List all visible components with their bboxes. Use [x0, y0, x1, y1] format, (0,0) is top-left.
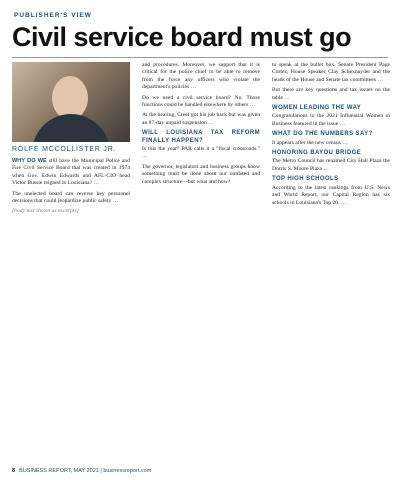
col2-paragraph-1: and procedures. Moreover, we support that it is critical for the police chief to be able to remove from the force any officers who violate the department's policies … — [142, 62, 260, 91]
col3-paragraph-2: But there are key questions and tax issues on the table … — [272, 87, 390, 101]
footer — [12, 468, 151, 474]
col2-subhead-1: WILL LOUISIANA TAX REFORM FINALLY HAPPEN? — [142, 130, 260, 144]
author-photo — [12, 62, 130, 142]
col2-paragraph-3: At the hearing, Creel got his job back but was given an 87-day unpaid suspension … — [142, 112, 260, 126]
column-1 — [12, 158, 130, 219]
excerpt-note: [body text shown as excerpts] — [12, 208, 79, 215]
col3-paragraph-1: to speak at the bullet box. Senate President Page Cortez, House Speaker Clay Schexnayder and the heads of the House and Senate tax committees … — [272, 62, 390, 83]
author-caption: ROLFE MCCOLLISTER JR. — [12, 146, 117, 153]
col3-subhead-3: HONORING BAYOU BRIDGE — [272, 150, 362, 157]
col1-paragraph-1 — [12, 158, 130, 188]
col3-subhead-1: WOMEN LEADING THE WAY — [272, 105, 362, 112]
column-2 — [142, 62, 260, 189]
col3-paragraph-5: The Metro Council has renamed City Hall Plaza the Dorris S. Moore Plaza … — [272, 158, 390, 172]
col2-paragraph-5: The governor, legislators and business groups know something must be done about our outdated and complex structure—but what and how? — [142, 163, 260, 185]
kicker: PUBLISHER'S VIEW — [14, 12, 92, 19]
col1-lead: WHY DO WE — [12, 158, 47, 164]
col3-paragraph-4: It appears after the new census … — [272, 139, 348, 146]
column-3 — [272, 62, 390, 210]
col2-paragraph-2: Do we need a civil service board? No. Those functions could be handled elsewhere by others … — [142, 94, 260, 109]
page-title: Civil service board must go — [12, 22, 352, 52]
publication-line: BUSINESS REPORT, MAY 2021 | businessreport.com — [19, 468, 152, 474]
col2-paragraph-4: Is this the year? PAR calls it a "fiscal crossroads." … — [142, 146, 260, 160]
col3-paragraph-3: Congratulations to the 2021 Influential Women in Business featured in the issue … — [272, 113, 390, 127]
col1-paragraph-2: The unelected board can reverse key personnel decisions that could jeopardize public safety … — [12, 190, 130, 205]
page-number: 8 — [12, 468, 16, 474]
col3-subhead-4: TOP HIGH SCHOOLS — [272, 176, 339, 183]
title-rule — [12, 57, 388, 58]
photo-body — [32, 114, 110, 142]
col1-text-1: still have the Municipal Police and Fire Civil Service Board that was created in 1974 when Gov. Edwin Edwards and AFL-CIO head Victor Bussie reigned in Louisiana? … — [12, 158, 130, 187]
col3-subhead-2: WHAT DO THE NUMBERS SAY? — [272, 131, 373, 138]
col3-paragraph-6: According to the latest rankings from U.S. News and World Report, our Capital Region has six schools in Louisiana's Top 20. … — [272, 184, 390, 206]
